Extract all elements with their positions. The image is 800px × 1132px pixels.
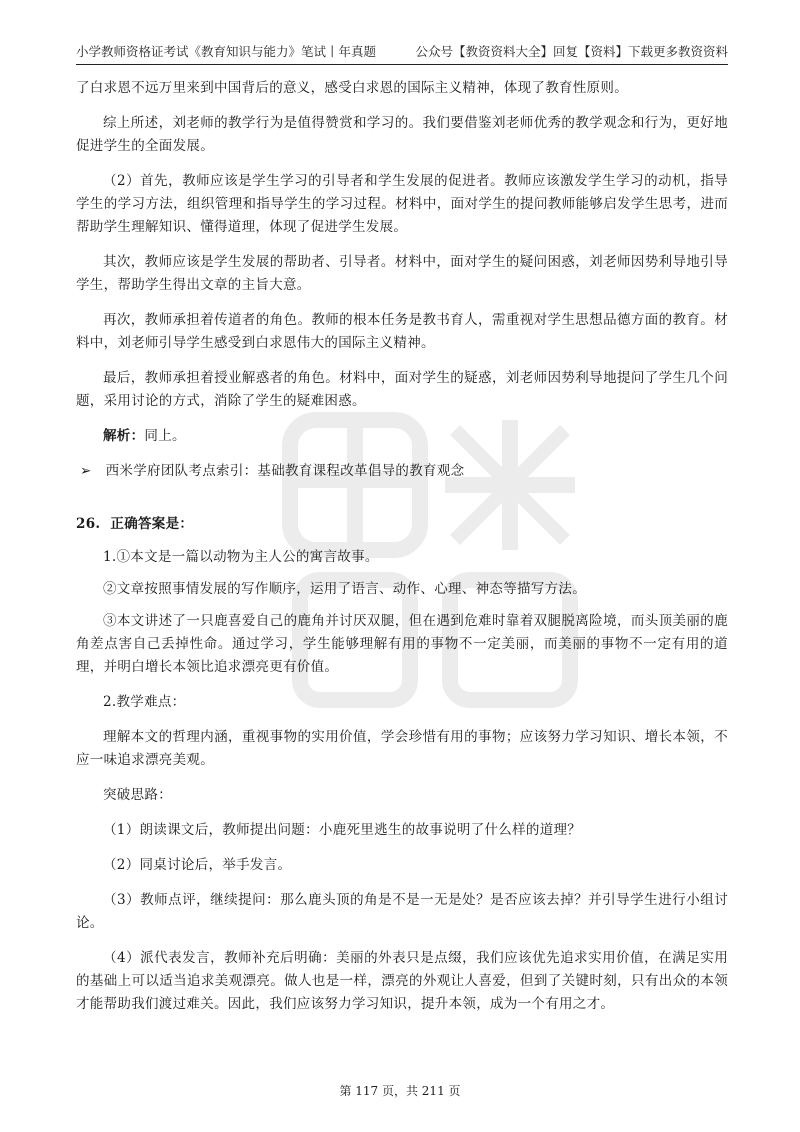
paragraph: （2）首先，教师应该是学生学习的引导者和学生发展的促进者。教师应该激发学生学习的动机，指导学生的学习方法，组织管理和指导学生的学习过程。材料中，面对学生的提问教师能够启发学生思考，进而帮助学生理解知识、懂得道理，体现了促进学生发展。 xyxy=(76,173,728,235)
answer-line: 2.教学难点： xyxy=(103,694,186,710)
page-header xyxy=(76,40,728,65)
answer-line: （4）派代表发言，教师补充后明确：美丽的外表只是点缀，我们应该优先追求实用价值，在满足实用的基础上可以适当追求美观漂亮。做人也是一样，漂亮的外观让人喜爱，但到了关键时刻，只有出众的本领才能帮助我们渡过难关。因此，我们应该努力学习知识，提升本领，成为一个有用之才。 xyxy=(76,950,728,1012)
arrow-bullet-icon: ➢ xyxy=(80,463,92,479)
answer-line: 突破思路： xyxy=(103,787,172,803)
answer-label: 正确答案是： xyxy=(110,516,194,532)
analysis-line xyxy=(76,425,728,448)
answer-line: （1）朗读课文后，教师提出问题：小鹿死里逃生的故事说明了什么样的道理？ xyxy=(103,822,582,838)
answer-line: ③本文讲述了一只鹿喜爱自己的鹿角并讨厌双腿，但在遇到危难时靠着双腿脱离险境，而头顶美丽的鹿角差点害自己丢掉性命。通过学习，学生能够理解有用的事物不一定美丽，而美丽的事物不一定有用的道理，并明白增长本领比追求漂亮更有价值。 xyxy=(76,613,728,675)
header-title: 小学教师资格证考试《教育知识与能力》笔试丨年真题 xyxy=(76,44,377,59)
answer-line: （2）同桌讨论后，举手发言。 xyxy=(103,857,292,873)
paragraph: 综上所述，刘老师的教学行为是值得赞赏和学习的。我们要借鉴刘老师优秀的教学观念和行为，更好地促进学生的全面发展。 xyxy=(76,115,728,154)
paragraph: 了白求恩不远万里来到中国背后的意义，感受白求恩的国际主义精神，体现了教育性原则。 xyxy=(76,80,628,96)
header-promo: 公众号【教资资料大全】回复【资料】下载更多教资资料 xyxy=(415,44,728,59)
paragraph: 其次，教师应该是学生发展的帮助者、引导者。材料中，面对学生的疑问困惑，刘老师因势利导地引导学生，帮助学生得出文章的主旨大意。 xyxy=(76,254,728,293)
answer-heading xyxy=(76,513,728,536)
answer-line: ②文章按照事情发展的写作顺序，运用了语言、动作、心理、神态等描写方法。 xyxy=(103,581,586,597)
answer-line: （3）教师点评，继续提问：那么鹿头顶的角是不是一无是处？是否应该去掉？并引导学生进行小组讨论。 xyxy=(76,892,728,931)
kp-index-text: 西米学府团队考点索引：基础教育课程改革倡导的教育观念 xyxy=(105,463,465,479)
paragraph: 再次，教师承担着传道者的角色。教师的根本任务是教书育人，需重视对学生思想品德方面的教育。材料中，刘老师引导学生感受到白求恩伟大的国际主义精神。 xyxy=(76,312,728,351)
answer-line: 理解本文的哲理内涵，重视事物的实用价值，学会珍惜有用的事物；应该努力学习知识、增长本领，不应一味追求漂亮美观。 xyxy=(76,729,728,768)
analysis-text: 同上。 xyxy=(144,428,186,444)
question-number: 26. xyxy=(76,516,101,532)
page-content xyxy=(76,77,728,1028)
kp-index-line xyxy=(76,460,728,483)
paragraph: 最后，教师承担着授业解惑者的角色。材料中，面对学生的疑惑，刘老师因势利导地提问了学生几个问题，采用讨论的方式，消除了学生的疑难困惑。 xyxy=(76,370,728,409)
page-footer: 第 117 页，共 211 页 xyxy=(339,1084,461,1098)
analysis-label: 解析： xyxy=(103,428,145,444)
answer-line: 1.①本文是一篇以动物为主人公的寓言故事。 xyxy=(103,549,379,565)
